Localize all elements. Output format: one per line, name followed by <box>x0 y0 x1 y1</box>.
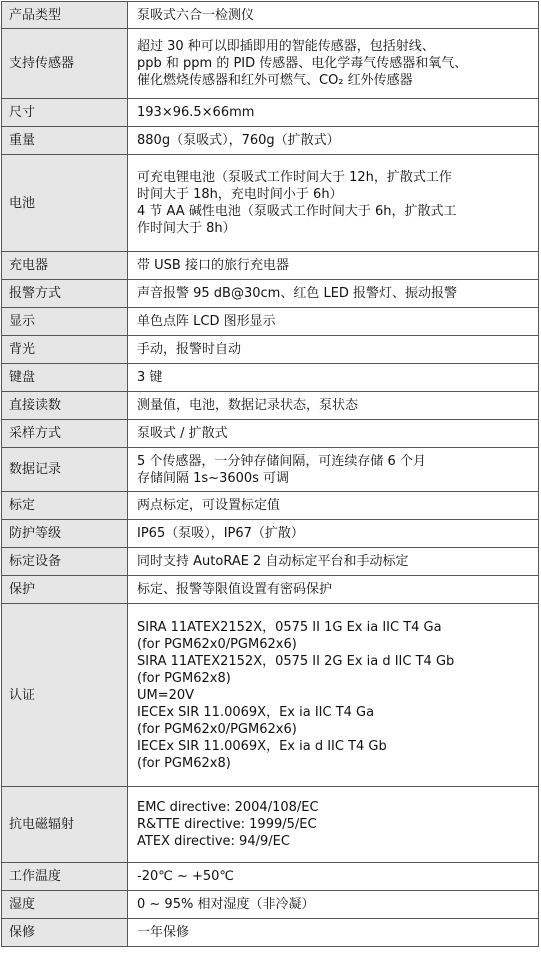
spec-value <box>128 448 539 492</box>
spec-value-line: 作时间大于 8h） <box>137 221 236 236</box>
table-row <box>2 392 539 420</box>
table-row <box>2 336 539 364</box>
spec-label: 直接读数 <box>2 392 128 420</box>
spec-value <box>128 99 539 127</box>
spec-value-line: 泵吸式六合一检测仪 <box>137 7 255 23</box>
spec-table-body <box>2 2 539 947</box>
spec-value-line: 带 USB 接口的旅行充电器 <box>137 258 289 273</box>
spec-value-line: 泵吸式 / 扩散式 <box>137 426 228 441</box>
spec-value <box>128 364 539 392</box>
table-row <box>2 29 539 99</box>
spec-label: 抗电磁辐射 <box>2 787 128 863</box>
spec-value-line: 可充电锂电池（泵吸式工作时间大于 12h，扩散式工作 <box>137 170 452 185</box>
table-row <box>2 492 539 520</box>
table-row <box>2 99 539 127</box>
table-row <box>2 548 539 576</box>
spec-value <box>128 392 539 420</box>
spec-value <box>128 548 539 576</box>
spec-value <box>128 863 539 891</box>
spec-value-line: UM=20V <box>137 687 195 703</box>
spec-label: 报警方式 <box>2 280 128 308</box>
spec-value <box>128 891 539 919</box>
table-row <box>2 604 539 787</box>
spec-label: 充电器 <box>2 252 128 280</box>
spec-label: 键盘 <box>2 364 128 392</box>
spec-label: 数据记录 <box>2 448 128 492</box>
spec-label: 支持传感器 <box>2 29 128 99</box>
spec-value-line: 标定、报警等限值设置有密码保护 <box>137 582 333 597</box>
spec-value-line: ATEX directive: 94/9/EC <box>137 834 290 849</box>
spec-value-line: -20℃ ~ +50℃ <box>137 869 235 884</box>
table-row <box>2 891 539 919</box>
table-row <box>2 420 539 448</box>
spec-label: 电池 <box>2 155 128 252</box>
spec-value <box>128 280 539 308</box>
spec-value-line: IECEx SIR 11.0069X，Ex ia d IIC T4 Gb <box>137 738 387 754</box>
spec-value-line: 超过 30 种可以即插即用的智能传感器，包括射线、 <box>137 39 435 54</box>
spec-value-line: 声音报警 95 dB@30cm、红色 LED 报警灯、振动报警 <box>137 286 458 301</box>
spec-value <box>128 336 539 364</box>
spec-value <box>128 127 539 155</box>
spec-label: 标定 <box>2 492 128 520</box>
spec-value <box>128 2 539 29</box>
spec-value <box>128 420 539 448</box>
spec-value-line: 0 ~ 95% 相对湿度（非冷凝） <box>137 897 315 912</box>
spec-value-line: (for PGM62x0/PGM62x6) <box>137 636 297 652</box>
spec-value-line: EMC directive: 2004/108/EC <box>137 800 319 815</box>
spec-value-line: (for PGM62x8) <box>137 755 231 771</box>
spec-value-line: (for PGM62x0/PGM62x6) <box>137 721 297 737</box>
spec-label: 认证 <box>2 604 128 787</box>
spec-label: 防护等级 <box>2 520 128 548</box>
table-row <box>2 252 539 280</box>
table-row <box>2 127 539 155</box>
spec-value <box>128 520 539 548</box>
spec-value <box>128 252 539 280</box>
spec-value-line: 4 节 AA 碱性电池（泵吸式工作时间大于 6h，扩散式工 <box>137 204 457 219</box>
spec-table <box>1 1 539 947</box>
spec-value-line: 同时支持 AutoRAE 2 自动标定平台和手动标定 <box>137 554 409 569</box>
spec-value-line: IP65（泵吸），IP67（扩散） <box>137 526 304 541</box>
spec-label: 背光 <box>2 336 128 364</box>
spec-value-line: R&TTE directive: 1999/5/EC <box>137 817 317 832</box>
spec-value-line: 两点标定，可设置标定值 <box>137 498 281 513</box>
spec-value-line: IECEx SIR 11.0069X，Ex ia IIC T4 Ga <box>137 704 375 720</box>
spec-value <box>128 492 539 520</box>
spec-value-line: 测量值，电池，数据记录状态，泵状态 <box>137 398 359 413</box>
spec-sheet <box>1 1 539 947</box>
spec-label: 重量 <box>2 127 128 155</box>
spec-value-line: (for PGM62x8) <box>137 670 231 686</box>
spec-label: 显示 <box>2 308 128 336</box>
spec-value <box>128 787 539 863</box>
table-row <box>2 576 539 604</box>
spec-label: 湿度 <box>2 891 128 919</box>
table-row <box>2 863 539 891</box>
spec-label: 标定设备 <box>2 548 128 576</box>
spec-value-line: 催化燃烧传感器和红外可燃气、CO₂ 红外传感器 <box>137 73 413 88</box>
table-row <box>2 280 539 308</box>
spec-value-line: 存储间隔 1s~3600s 可调 <box>137 470 290 486</box>
spec-value-line: 3 键 <box>137 370 163 385</box>
table-row <box>2 787 539 863</box>
table-row <box>2 2 539 29</box>
spec-label: 保修 <box>2 919 128 947</box>
table-row <box>2 919 539 947</box>
spec-value-line: ppb 和 ppm 的 PID 传感器、电化学毒气传感器和氧气、 <box>137 56 468 71</box>
spec-value <box>128 29 539 99</box>
spec-value-line: 单色点阵 LCD 图形显示 <box>137 314 276 329</box>
spec-value <box>128 155 539 252</box>
spec-value <box>128 919 539 947</box>
spec-value-line: 手动，报警时自动 <box>137 342 242 357</box>
spec-value-line: 时间大于 18h，充电时间小于 6h） <box>137 187 343 202</box>
table-row <box>2 308 539 336</box>
spec-label: 保护 <box>2 576 128 604</box>
spec-value <box>128 576 539 604</box>
spec-value <box>128 308 539 336</box>
table-row <box>2 364 539 392</box>
spec-value-line: 5 个传感器，一分钟存储间隔，可连续存储 6 个月 <box>137 453 426 469</box>
spec-value-line: SIRA 11ATEX2152X，0575 II 1G Ex ia IIC T4 Ga <box>137 619 442 635</box>
table-row <box>2 520 539 548</box>
spec-label: 工作温度 <box>2 863 128 891</box>
spec-value-line: 一年保修 <box>137 925 190 940</box>
spec-label: 尺寸 <box>2 99 128 127</box>
spec-value-line: 193×96.5×66mm <box>137 105 255 120</box>
table-row <box>2 155 539 252</box>
spec-label: 采样方式 <box>2 420 128 448</box>
spec-value-line: 880g（泵吸式），760g（扩散式） <box>137 133 340 148</box>
table-row <box>2 448 539 492</box>
spec-label: 产品类型 <box>2 2 128 29</box>
spec-value <box>128 604 539 787</box>
spec-value-line: SIRA 11ATEX2152X，0575 II 2G Ex ia d IIC T4 Gb <box>137 653 455 669</box>
